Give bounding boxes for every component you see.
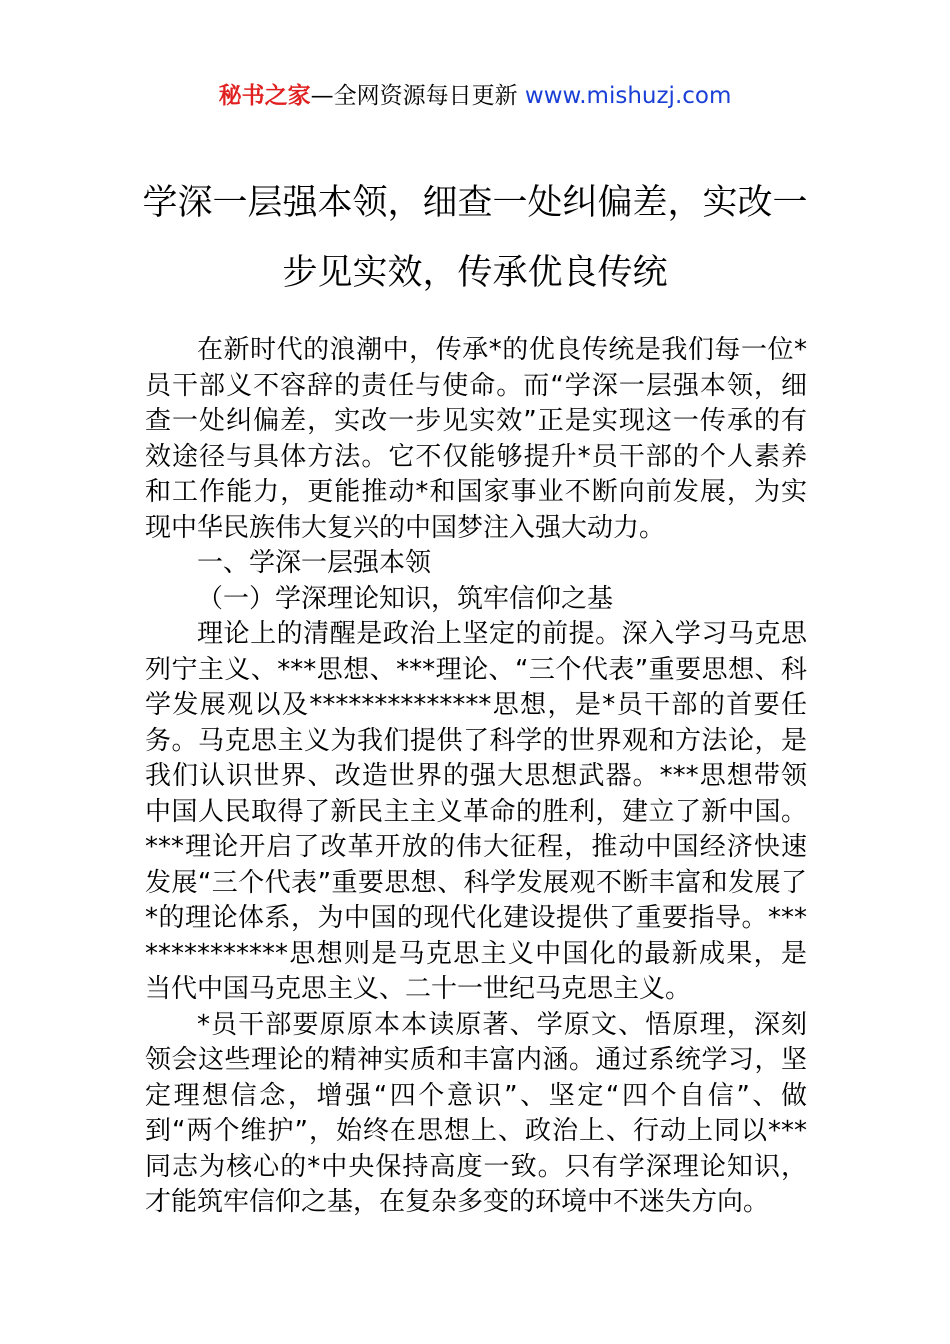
body-paragraph: *员干部要原原本本读原著、学原文、悟原理，深刻领会这些理论的精神实质和丰富内涵。通过系统学习，坚定理想信念，增强“四个意识”、坚定“四个自信”、做到“两个维护”，始终在思想上、政治上、行动上同以***同志为核心的*中央保持高度一致。只有学深理论知识，才能筑牢信仰之基，在复杂多变的环境中不迷失方向。 [145,1009,807,1217]
document-title: 学深一层强本领，细查一处纠偏差，实改一步见实效，传承优良传统 [142,183,808,293]
site-brand: 秘书之家 [218,83,311,109]
site-tagline: —全网资源每日更新 [310,83,525,109]
site-url-link[interactable]: www.mishuzj.com [524,83,732,109]
subsection-heading: （一）学深理论知识，筑牢信仰之基 [197,583,614,614]
document-body [145,333,807,1221]
intro-paragraph: 在新时代的浪潮中，传承*的优良传统是我们每一位*员干部义不容辞的责任与使命。而“学深一层强本领，细查一处纠偏差，实改一步见实效”正是实现这一传承的有效途径与具体方法。它不仅能够提升*员干部的个人素养和工作能力，更能推动*和国家事业不断向前发展，为实现中华民族伟大复兴的中国梦注入强大动力。 [145,335,807,543]
body-paragraph: 理论上的清醒是政治上坚定的前提。深入学习马克思列宁主义、***思想、***理论、“三个代表”重要思想、科学发展观以及**************思想，是*员干部的首要任务。马克思主义为我们提供了科学的世界观和方法论，是我们认识世界、改造世界的强大思想武器。***思想带领中国人民取得了新民主主义革命的胜利，建立了新中国。***理论开启了改革开放的伟大征程，推动中国经济快速发展“三个代表”重要思想、科学发展观不断丰富和发展了*的理论体系，为中国的现代化建设提供了重要指导。**************思想则是马克思主义中国化的最新成果，是当代中国马克思主义、二十一世纪马克思主义。 [145,619,807,1004]
site-header [0,80,950,112]
section-heading: 一、学深一层强本领 [197,548,432,578]
